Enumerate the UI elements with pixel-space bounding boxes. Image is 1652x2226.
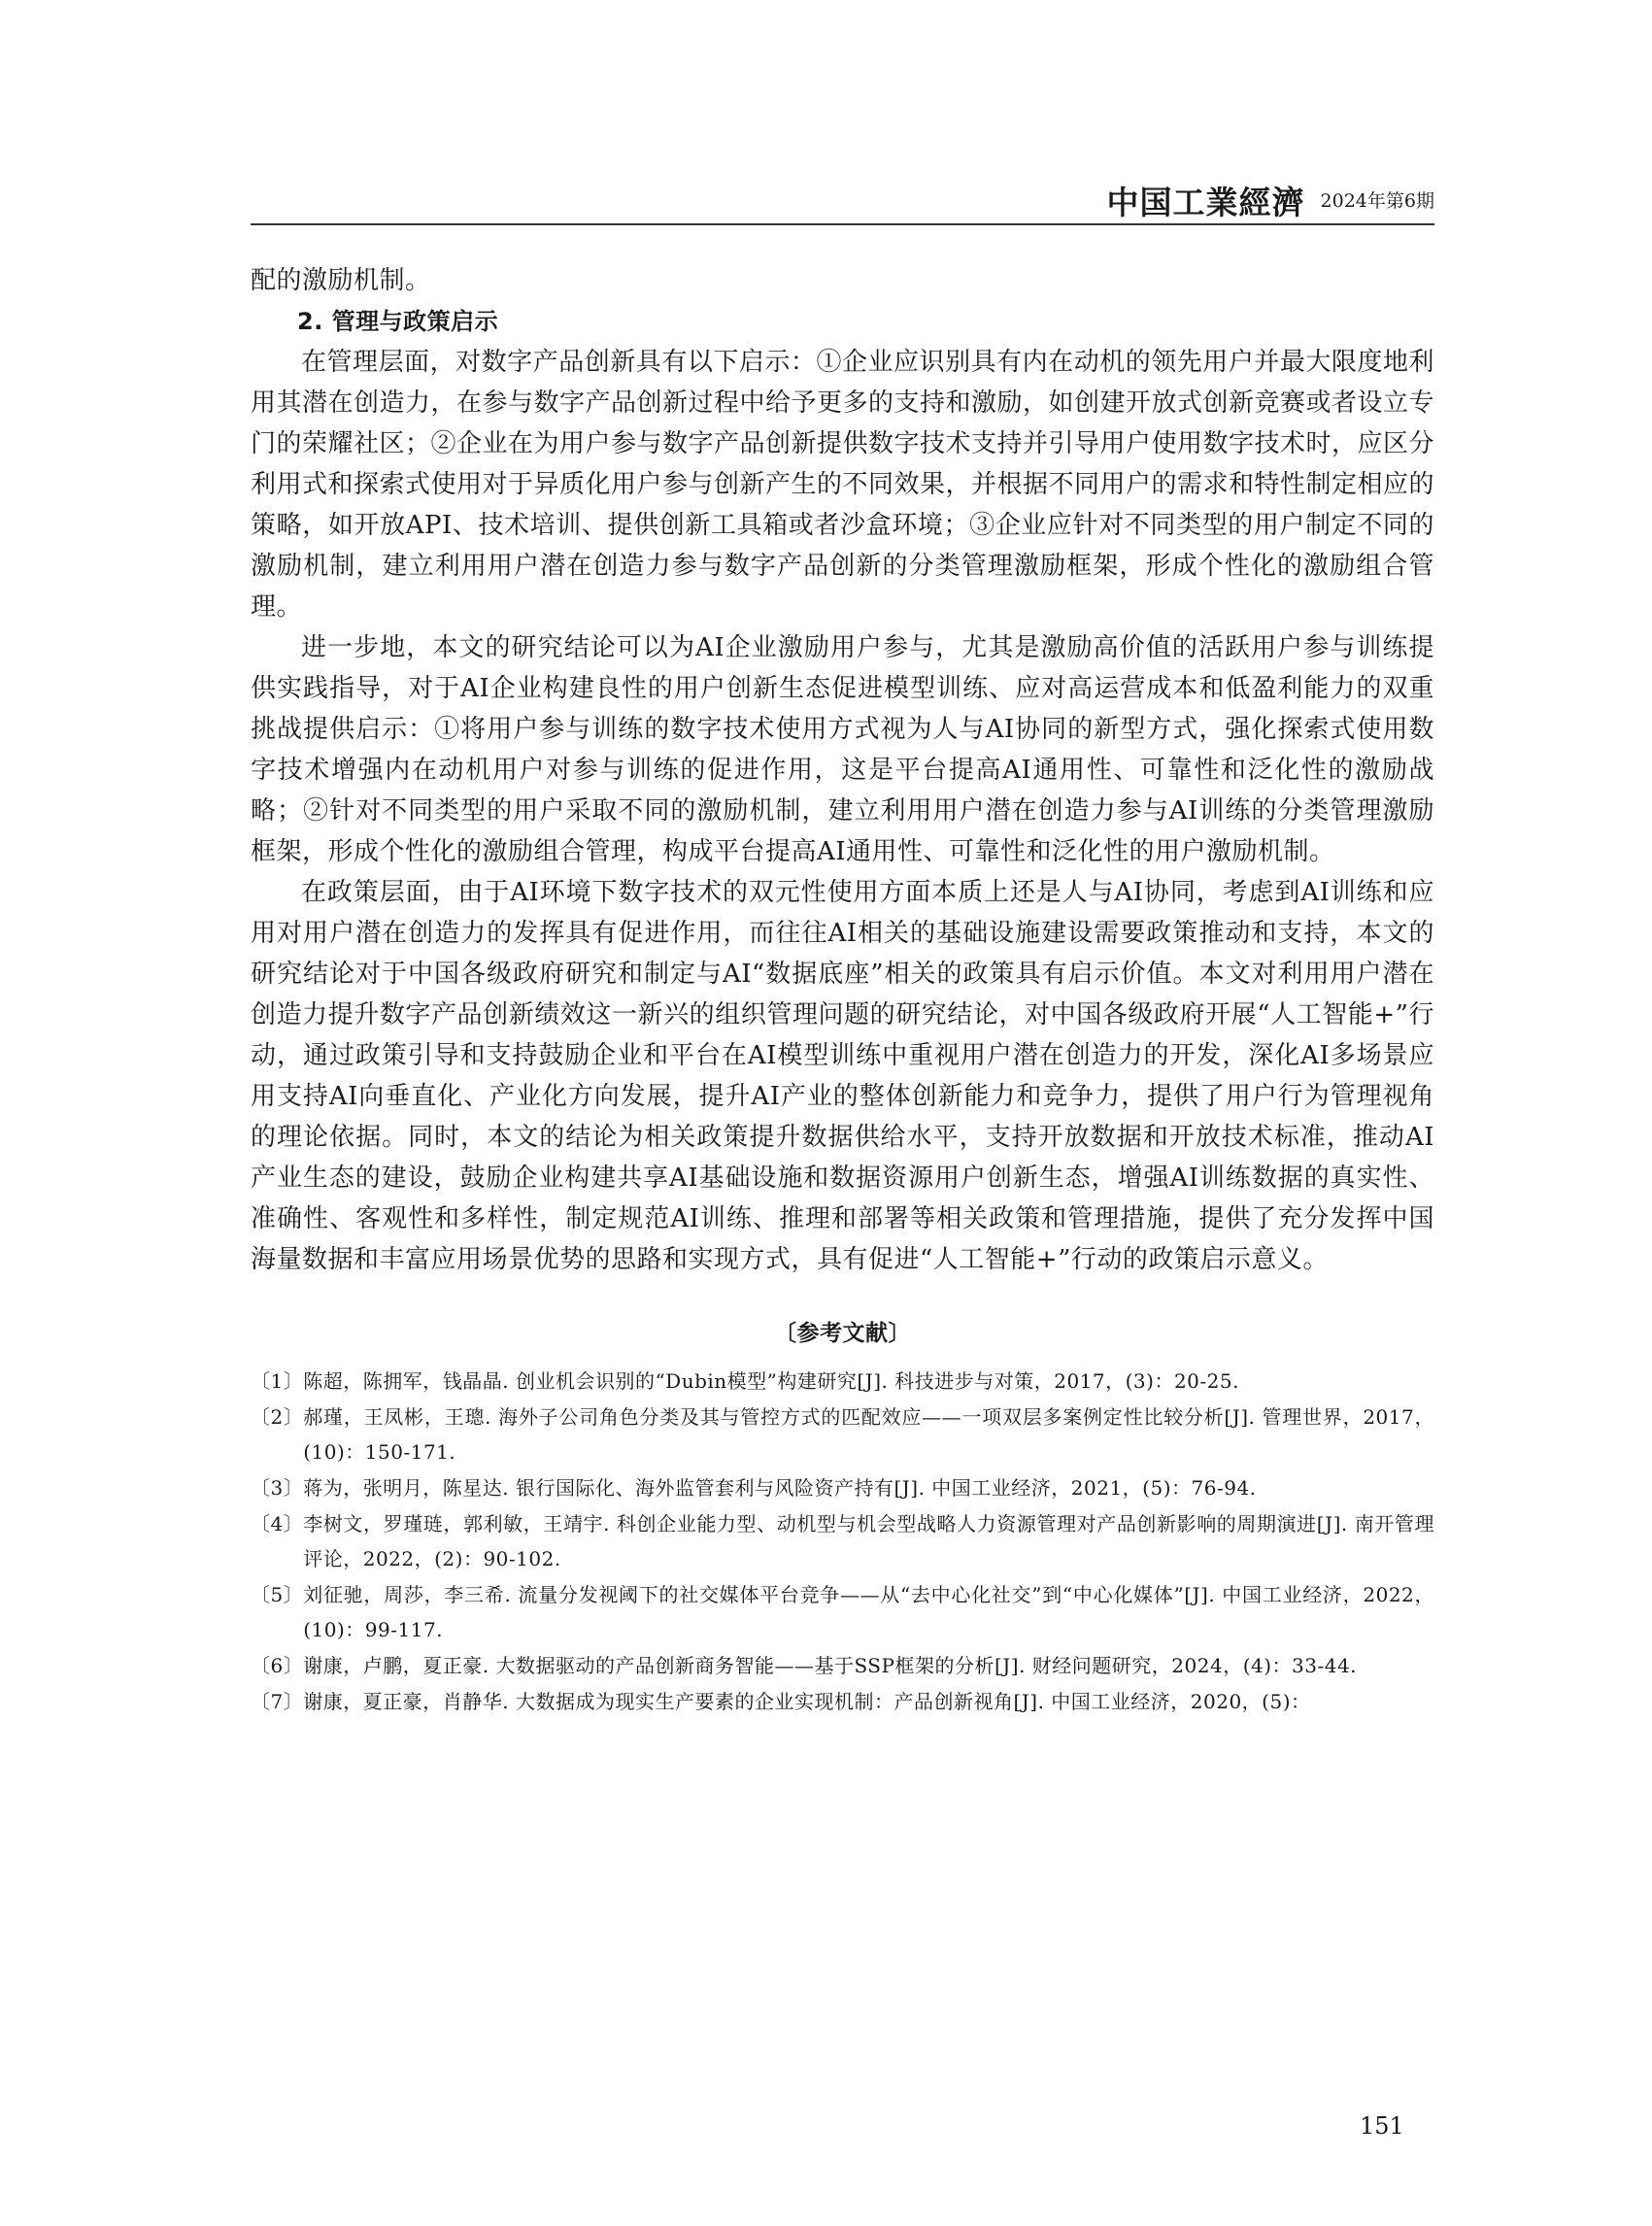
reference-item: [251, 1506, 1434, 1576]
reference-text: 郝瑾，王凤彬，王璁. 海外子公司角色分类及其与管控方式的匹配效应——一项双层多案例定性比较分析[J]. 管理世界，2017，(10)：150-171.: [303, 1405, 1434, 1464]
subsection-title: 2. 管理与政策启示: [297, 308, 499, 335]
article-body: [251, 260, 1434, 1720]
reference-item: [251, 1648, 1434, 1683]
reference-number: 〔3〕: [251, 1476, 304, 1500]
reference-item: [251, 1470, 1434, 1505]
reference-number: 〔4〕: [251, 1512, 304, 1535]
journal-name: 中国工業經濟: [1106, 184, 1305, 221]
reference-text: 蒋为，张明月，陈星达. 银行国际化、海外监管套利与风险资产持有[J]. 中国工业经济，2021，(5)：76-94.: [303, 1476, 1257, 1500]
reference-number: 〔5〕: [251, 1583, 304, 1606]
reference-number: 〔6〕: [251, 1654, 304, 1677]
references-title: 〔参考文献〕: [774, 1321, 911, 1346]
paragraph: 在政策层面，由于AI环境下数字技术的双元性使用方面本质上还是人与AI协同，考虑到AI训练和应用对用户潜在创造力的发挥具有促进作用，而往往AI相关的基础设施建设需要政策推动和支持，本文的研究结论对于中国各级政府研究和制定与AI“数据底座”相关的政策具有启示价值。本文对利用用户潜在创造力提升数字产品创新绩效这一新兴的组织管理问题的研究结论，对中国各级政府开展“人工智能+”行动，通过政策引导和支持鼓励企业和平台在AI模型训练中重视用户潜在创造力的开发，深化AI多场景应用支持AI向垂直化、产业化方向发展，提升AI产业的整体创新能力和竞争力，提供了用户行为管理视角的理论依据。同时，本文的结论为相关政策提升数据供给水平，支持开放数据和开放技术标准，推动AI产业生态的建设，鼓励企业构建共享AI基础设施和数据资源用户创新生态，增强AI训练数据的真实性、准确性、客观性和多样性，制定规范AI训练、推理和部署等相关政策和管理措施，提供了充分发挥中国海量数据和丰富应用场景优势的思路和实现方式，具有促进“人工智能+”行动的政策启示意义。: [251, 878, 1434, 1274]
reference-list: [251, 1364, 1434, 1719]
paragraph: 进一步地，本文的研究结论可以为AI企业激励用户参与，尤其是激励高价值的活跃用户参与训练提供实践指导，对于AI企业构建良性的用户创新生态促进模型训练、应对高运营成本和低盈利能力的双重挑战提供启示：①将用户参与训练的数字技术使用方式视为人与AI协同的新型方式，强化探索式使用数字技术增强内在动机用户对参与训练的促进作用，这是平台提高AI通用性、可靠性和泛化性的激励战略；②针对不同类型的用户采取不同的激励机制，建立利用用户潜在创造力参与AI训练的分类管理激励框架，形成个性化的激励组合管理，构成平台提高AI通用性、可靠性和泛化性的用户激励机制。: [251, 633, 1434, 866]
page-number: 151: [1360, 2112, 1404, 2140]
reference-text: 陈超，陈拥军，钱晶晶. 创业机会识别的“Dubin模型”构建研究[J]. 科技进步与对策，2017，(3)：20-25.: [303, 1369, 1239, 1393]
reference-number: 〔7〕: [251, 1690, 304, 1713]
reference-text: 谢康，卢鹏，夏正豪. 大数据驱动的产品创新商务智能——基于SSP框架的分析[J]. 财经问题研究，2024，(4)：33-44.: [303, 1654, 1358, 1677]
reference-number: 〔1〕: [251, 1369, 304, 1393]
reference-number: 〔2〕: [251, 1405, 304, 1429]
running-header: [251, 181, 1434, 225]
issue-label: 2024年第6期: [1320, 190, 1434, 212]
reference-item: [251, 1577, 1434, 1647]
reference-text: 李树文，罗瑾琏，郭利敏，王靖宇. 科创企业能力型、动机型与机会型战略人力资源管理对产品创新影响的周期演进[J]. 南开管理评论，2022，(2)：90-102.: [303, 1512, 1434, 1570]
reference-item: [251, 1684, 1434, 1719]
reference-item: [251, 1400, 1434, 1469]
reference-text: 刘征驰，周莎，李三希. 流量分发视阈下的社交媒体平台竞争——从“去中心化社交”到“中心化媒体”[J]. 中国工业经济，2022，(10)：99-117.: [303, 1583, 1434, 1641]
reference-text: 谢康，夏正豪，肖静华. 大数据成为现实生产要素的企业实现机制：产品创新视角[J]. 中国工业经济，2020，(5)：: [303, 1690, 1311, 1713]
reference-item: [251, 1364, 1434, 1399]
paragraph: 在管理层面，对数字产品创新具有以下启示：①企业应识别具有内在动机的领先用户并最大限度地利用其潜在创造力，在参与数字产品创新过程中给予更多的支持和激励，如创建开放式创新竞赛或者设立专门的荣耀社区；②企业在为用户参与数字产品创新提供数字技术支持并引导用户使用数字技术时，应区分利用式和探索式使用对于异质化用户参与创新产生的不同效果，并根据不同用户的需求和特性制定相应的策略，如开放API、技术培训、提供创新工具箱或者沙盒环境；③企业应针对不同类型的用户制定不同的激励机制，建立利用用户潜在创造力参与数字产品创新的分类管理激励框架，形成个性化的激励组合管理。: [251, 348, 1435, 622]
paragraph: 配的激励机制。: [251, 266, 431, 295]
